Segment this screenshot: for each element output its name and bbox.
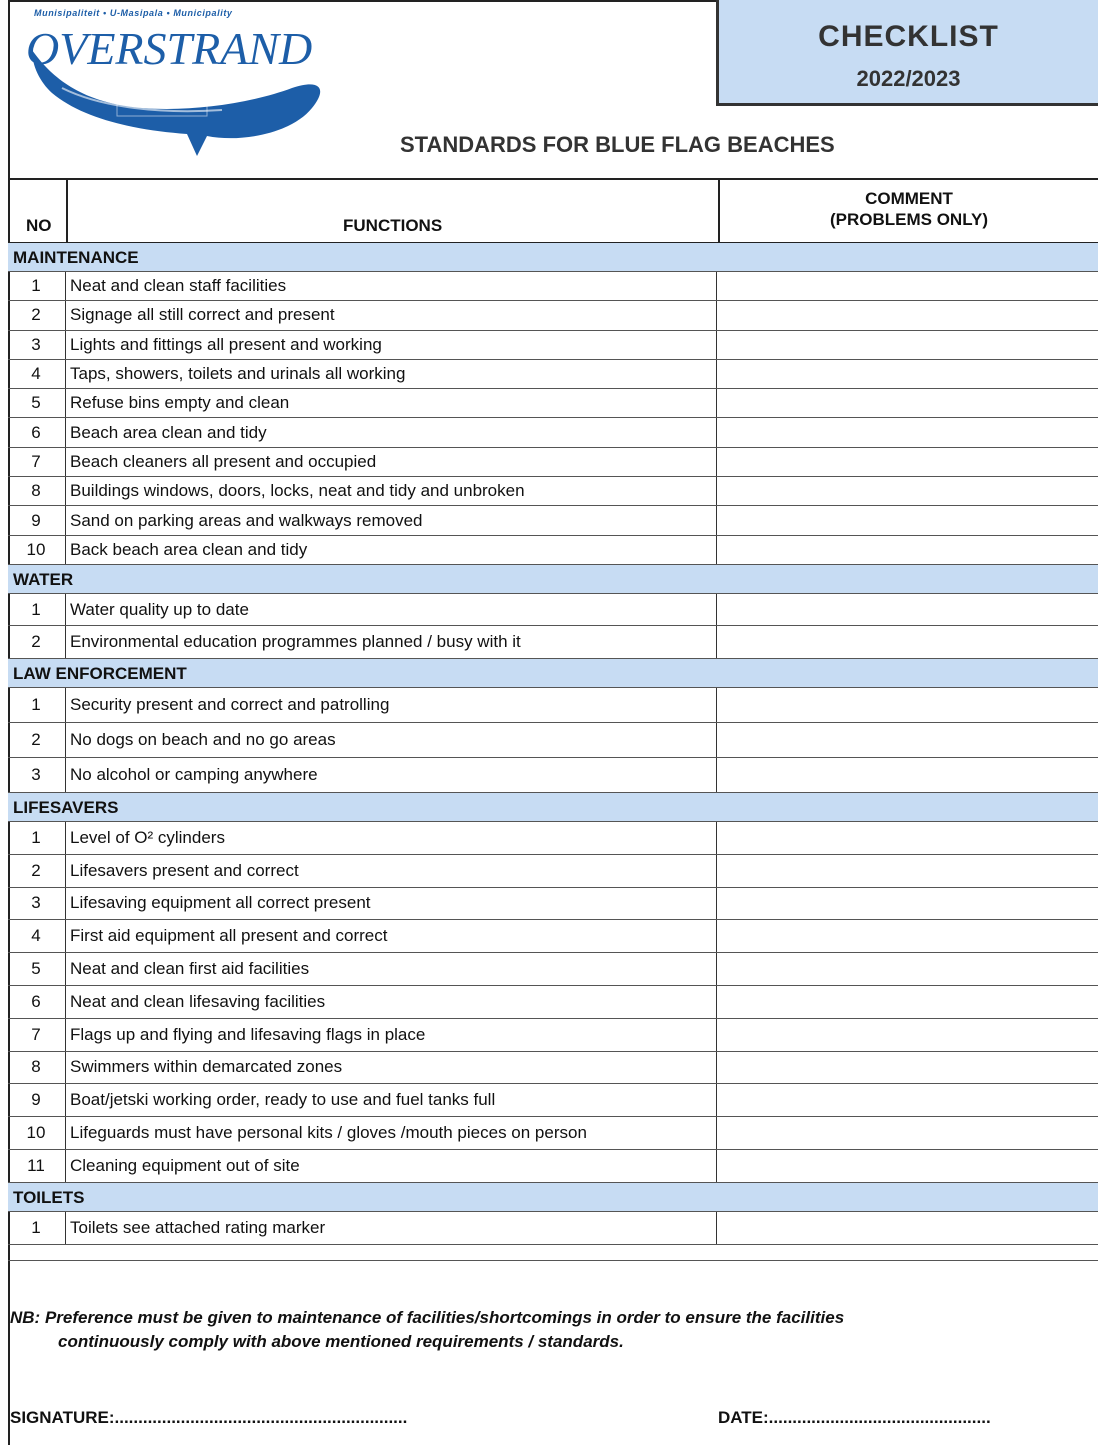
row-function: Cleaning equipment out of site <box>65 1150 717 1182</box>
row-number: 4 <box>31 364 41 384</box>
whale-icon <box>22 48 342 158</box>
table-row <box>8 688 1098 723</box>
checklist-header-box <box>716 0 1098 106</box>
row-function: Lifesaving equipment all correct present <box>65 888 717 920</box>
row-number: 2 <box>31 632 41 652</box>
signature-line[interactable]: SIGNATURE:.............................................................. <box>10 1408 408 1427</box>
row-number: 1 <box>31 827 41 847</box>
row-number: 1 <box>31 599 41 619</box>
table-row <box>8 418 1098 447</box>
table-row <box>8 855 1098 888</box>
row-number: 10 <box>26 1123 46 1143</box>
row-comment-cell[interactable] <box>716 477 1098 505</box>
column-header-no: NO <box>26 216 52 235</box>
table-row <box>8 1150 1098 1183</box>
row-function: Refuse bins empty and clean <box>65 389 717 417</box>
row-function: Security present and correct and patrolling <box>65 688 717 722</box>
section-header: MAINTENANCE <box>8 243 1098 272</box>
row-number: 7 <box>31 451 41 471</box>
row-comment-cell[interactable] <box>716 418 1098 446</box>
row-function: Flags up and flying and lifesaving flags in place <box>65 1019 717 1051</box>
row-function: Toilets see attached rating marker <box>65 1212 717 1244</box>
table-row <box>8 360 1098 389</box>
table-row <box>8 822 1098 855</box>
row-function: Environmental education programmes planned / busy with it <box>65 626 717 658</box>
logo-wordmark: OVERSTRAND <box>26 23 313 74</box>
row-function: Neat and clean first aid facilities <box>65 953 717 985</box>
row-function: Beach cleaners all present and occupied <box>65 448 717 476</box>
section-header: LIFESAVERS <box>8 793 1098 822</box>
table-end-spacer <box>8 1245 1098 1261</box>
row-number: 8 <box>31 1057 41 1077</box>
table-row <box>8 448 1098 477</box>
row-function: Sand on parking areas and walkways removed <box>65 506 717 534</box>
top-rule <box>8 0 722 2</box>
table-row <box>8 1117 1098 1150</box>
row-comment-cell[interactable] <box>716 986 1098 1018</box>
row-number: 2 <box>31 305 41 325</box>
table-row <box>8 953 1098 986</box>
table-row <box>8 536 1098 565</box>
table-row <box>8 758 1098 793</box>
row-comment-cell[interactable] <box>716 1019 1098 1051</box>
row-number: 11 <box>27 1155 45 1175</box>
table-row <box>8 1019 1098 1052</box>
overstrand-logo <box>22 8 342 153</box>
row-function: Level of O² cylinders <box>65 822 717 854</box>
row-number: 6 <box>31 422 41 442</box>
note-line-1: NB: Preference must be given to maintenance of facilities/shortcomings in order to ensure the facilities <box>10 1308 845 1327</box>
row-function: Taps, showers, toilets and urinals all working <box>65 360 717 388</box>
row-function: Water quality up to date <box>65 594 717 626</box>
row-number: 3 <box>31 893 41 913</box>
table-row <box>8 986 1098 1019</box>
row-comment-cell[interactable] <box>716 822 1098 854</box>
row-number: 8 <box>31 481 41 501</box>
row-number: 1 <box>31 1217 41 1237</box>
row-function: No alcohol or camping anywhere <box>65 758 717 792</box>
table-row <box>8 920 1098 953</box>
row-comment-cell[interactable] <box>716 1150 1098 1182</box>
row-function: Lifesavers present and correct <box>65 855 717 887</box>
table-row <box>8 506 1098 535</box>
row-comment-cell[interactable] <box>716 272 1098 300</box>
row-number: 10 <box>26 539 46 559</box>
row-comment-cell[interactable] <box>716 594 1098 626</box>
checklist-title: CHECKLIST <box>818 20 999 53</box>
row-function: First aid equipment all present and correct <box>65 920 717 952</box>
row-number: 3 <box>31 334 41 354</box>
row-number: 5 <box>31 959 41 979</box>
row-comment-cell[interactable] <box>716 1084 1098 1116</box>
row-comment-cell[interactable] <box>716 301 1098 329</box>
table-body <box>8 243 1098 1261</box>
row-number: 4 <box>31 926 41 946</box>
row-number: 2 <box>31 860 41 880</box>
table-row <box>8 594 1098 627</box>
row-comment-cell[interactable] <box>716 448 1098 476</box>
row-comment-cell[interactable] <box>716 1052 1098 1084</box>
column-header-comment: COMMENT (PROBLEMS ONLY) <box>718 180 1098 242</box>
row-comment-cell[interactable] <box>716 360 1098 388</box>
section-header: LAW ENFORCEMENT <box>8 659 1098 688</box>
row-function: Beach area clean and tidy <box>65 418 717 446</box>
table-row <box>8 626 1098 659</box>
row-comment-cell[interactable] <box>716 888 1098 920</box>
table-row <box>8 389 1098 418</box>
table-row <box>8 1052 1098 1085</box>
row-number: 2 <box>31 729 41 749</box>
logo-tagline: Munisipaliteit • U-Masipala • Municipality <box>34 8 233 18</box>
row-number: 9 <box>31 1090 41 1110</box>
checklist-year: 2022/2023 <box>856 66 961 91</box>
row-function: No dogs on beach and no go areas <box>65 723 717 757</box>
table-row <box>8 272 1098 301</box>
table-row <box>8 301 1098 330</box>
row-number: 7 <box>31 1024 41 1044</box>
date-line[interactable]: DATE:............................................... <box>718 1408 991 1427</box>
note-line-2: continuously comply with above mentioned requirements / standards. <box>58 1332 624 1351</box>
row-comment-cell[interactable] <box>716 758 1098 792</box>
row-comment-cell[interactable] <box>716 506 1098 534</box>
row-number: 5 <box>31 393 41 413</box>
checklist-table <box>8 178 1098 1261</box>
section-header: TOILETS <box>8 1183 1098 1212</box>
table-row <box>8 1084 1098 1117</box>
row-function: Neat and clean staff facilities <box>65 272 717 300</box>
row-function: Boat/jetski working order, ready to use and fuel tanks full <box>65 1084 717 1116</box>
row-comment-cell[interactable] <box>716 1212 1098 1244</box>
row-number: 6 <box>31 991 41 1011</box>
note <box>10 1306 1090 1354</box>
row-comment-cell[interactable] <box>716 331 1098 359</box>
row-comment-cell[interactable] <box>716 626 1098 658</box>
row-comment-cell[interactable] <box>716 688 1098 722</box>
row-number: 3 <box>31 764 41 784</box>
row-comment-cell[interactable] <box>716 855 1098 887</box>
table-row <box>8 1212 1098 1245</box>
row-function: Lights and fittings all present and working <box>65 331 717 359</box>
row-function: Signage all still correct and present <box>65 301 717 329</box>
row-number: 1 <box>31 694 41 714</box>
row-number: 9 <box>31 510 41 530</box>
row-function: Swimmers within demarcated zones <box>65 1052 717 1084</box>
column-header-functions: FUNCTIONS <box>66 180 720 242</box>
section-header: WATER <box>8 565 1098 594</box>
row-function: Neat and clean lifesaving facilities <box>65 986 717 1018</box>
table-row <box>8 723 1098 758</box>
row-function: Buildings windows, doors, locks, neat and tidy and unbroken <box>65 477 717 505</box>
row-comment-cell[interactable] <box>716 723 1098 757</box>
row-number: 1 <box>31 276 41 296</box>
document-title: STANDARDS FOR BLUE FLAG BEACHES <box>400 132 835 157</box>
row-comment-cell[interactable] <box>716 536 1098 564</box>
row-function: Back beach area clean and tidy <box>65 536 717 564</box>
row-comment-cell[interactable] <box>716 389 1098 417</box>
table-header <box>8 178 1098 243</box>
table-row <box>8 888 1098 921</box>
row-comment-cell[interactable] <box>716 1117 1098 1149</box>
table-row <box>8 331 1098 360</box>
row-comment-cell[interactable] <box>716 920 1098 952</box>
table-row <box>8 477 1098 506</box>
row-comment-cell[interactable] <box>716 953 1098 985</box>
row-function: Lifeguards must have personal kits / gloves /mouth pieces on person <box>65 1117 717 1149</box>
